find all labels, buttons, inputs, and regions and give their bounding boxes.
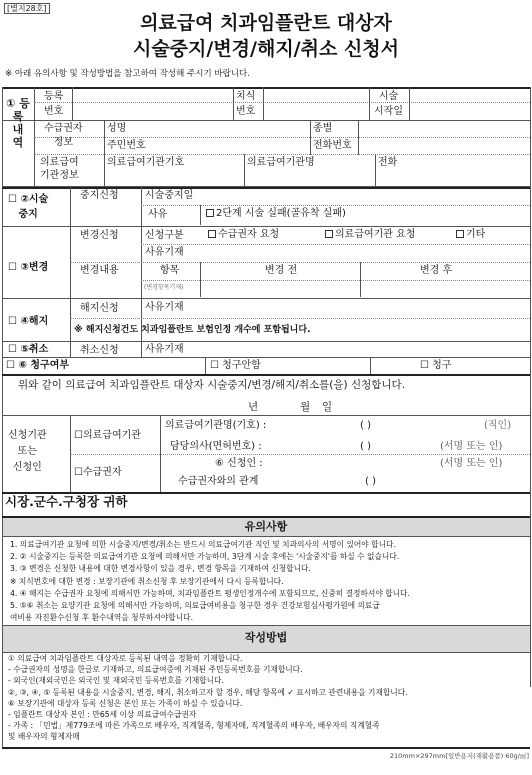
caution-item: 1. 의료급여기관 요청에 의한 시술중지/변경/취소는 반드시 의료급여기관 직인 및 치과의사의 서명이 있어야 합니다. — [10, 540, 396, 549]
example-note: (변경항목기재) — [144, 284, 184, 291]
opt1-text: 수급권자 요청 — [218, 229, 280, 240]
checkbox-icon — [456, 230, 464, 238]
stop-request-label: 중지신청 — [80, 190, 119, 201]
checkbox-icon — [208, 230, 216, 238]
reg-no-label: 등록 번호 — [44, 91, 64, 117]
reg-no-field[interactable] — [74, 88, 232, 119]
change-reason-label: 사유기재 — [145, 247, 184, 258]
checkbox-icon — [325, 230, 333, 238]
applicant-label: 신청기관 또는 신청인 — [8, 430, 47, 473]
caution-item: 2. ② 시술중지는 등록한 의료급여기관 요청에 의해서만 가능하며, 3단계 시술 후에는 '시술중지'를 하실 수 없습니다. — [10, 552, 400, 562]
method-item: - 가족 : 「민법」제779조에 따른 가족으로 배우자, 직계혈족, 형제자매, 직계혈족의 배우자, 배우자의 직계혈족 — [8, 721, 380, 731]
date-month: 월 — [300, 401, 311, 413]
section2-label[interactable]: ☐ ②시술 중지 — [8, 194, 49, 220]
rrn-label: 주민번호 — [107, 140, 146, 151]
method-list — [8, 653, 408, 743]
caution-item: 여비용 자진환수신청 후 환수내역을 청부하셔야합니다. — [10, 613, 194, 623]
recipient-line: 시장.군수.구청장 귀하 — [5, 494, 128, 509]
doctor-paren[interactable]: ( ) — [360, 441, 371, 452]
doctor-label: 담당의사(면허번호) : — [170, 441, 262, 452]
request-type-label: 신청구분 — [145, 230, 184, 241]
form-number: [별지28호] — [4, 3, 50, 14]
inst-name-label: 의료급여기관명 — [247, 157, 315, 168]
name-label: 성명 — [107, 123, 127, 134]
cautions-title: 유의사항 — [244, 520, 288, 533]
date-year: 년 — [248, 401, 259, 413]
cancel-note: ※ 해지신청건도 치과임플란트 보험인정 개수에 포함됩니다. — [74, 325, 311, 335]
section3-label[interactable]: ☐ ③변경 — [8, 262, 49, 273]
caution-item: ※ 치식번호에 대한 변경 : 보장기관에 취소신청 후 보장기관에서 다시 등록합니다. — [10, 576, 284, 586]
after-label: 변경 후 — [420, 265, 453, 276]
method-item: - 임플란트 대상자 본인 : 만65세 이상 의료급여수급권자 — [8, 710, 197, 720]
statement-text: 위와 같이 의료급여 치과임플란트 대상자 시술중지/변경/해지/취소를(을) 신청합니다. — [18, 379, 406, 391]
stop-reason-option[interactable] — [206, 208, 346, 220]
caution-item: 3. ③ 변경은 신청한 내용에 대한 변경사항이 있을 경우, 변경 항목을 기재하여 신청합니다. — [10, 564, 311, 574]
inst-phone-label: 전화 — [378, 157, 398, 168]
inst-paren[interactable]: ( ) — [360, 420, 371, 431]
method-item: - 외국인(재외국민은 외국인 및 재외국민 등록번호를 기재합니다. — [8, 676, 224, 686]
change-request-label: 변경신청 — [80, 230, 119, 241]
checkbox-icon — [206, 209, 214, 217]
instruction-text: ※ 아래 유의사항 및 작성방법을 참고하여 작성해 주시기 바랍니다. — [5, 69, 250, 79]
recipient-info-label: 수급권자 정보 — [44, 123, 83, 148]
reason-option-text: 2단계 시술 실패(골유착 실패) — [216, 208, 346, 219]
method-item: ⑥ 보장기관에 대상자 등록 신청은 본인 또는 가족이 하실 수 있습니다. — [8, 698, 243, 708]
opt2-text: 의료급여기관 요청 — [335, 229, 416, 240]
withdraw-request-label: 취소신청 — [80, 345, 119, 356]
relation-label: 수급권자와의 관계 — [178, 476, 259, 487]
section6-label[interactable]: ☐ ⑥ 청구여부 — [6, 360, 70, 371]
change-content-label: 변경내용 — [80, 265, 119, 276]
seal-label: (직인) — [484, 420, 512, 431]
stop-date-label: 시술중지일 — [145, 190, 194, 201]
method-item: 및 배우자의 형제자매 — [8, 732, 80, 742]
opt3-text: 기타 — [466, 229, 486, 240]
relation-paren[interactable]: ( ) — [365, 476, 376, 487]
method-item: ① 의료급여 치과임플란트 대상자로 등록된 내역을 정확히 기재합니다. — [8, 654, 243, 663]
claimed-option[interactable]: ☐ 청구 — [420, 360, 452, 371]
section5-label[interactable]: ☐ ⑤취소 — [8, 344, 49, 355]
cancel-request-label: 해지신청 — [80, 303, 119, 314]
cheeksik-label: 치식 번호 — [236, 91, 256, 117]
withdraw-reason-label: 사유기재 — [145, 344, 184, 355]
cancel-reason-label: 사유기재 — [145, 302, 184, 313]
footer-text: 210mm×297mm[일반용지(재활용품) 60g/㎡] — [389, 752, 529, 760]
before-label: 변경 전 — [265, 265, 298, 276]
sign2-label: (서명 또는 인) — [440, 458, 503, 469]
inst-code-label: 의료급여기관기호 — [107, 157, 185, 168]
method-item: - 수급권자의 성명을 한글로 기재하고, 의료급여증에 기재된 주민등록번호를 기재합니다. — [8, 665, 303, 675]
inst-info-label: 의료급여 기관정보 — [40, 157, 79, 181]
phone-label: 전화번호 — [313, 140, 352, 151]
item-label: 항목 — [160, 265, 180, 276]
gender-label: 종별 — [313, 123, 333, 134]
cheeksik-field[interactable] — [265, 88, 367, 119]
date-day: 일 — [322, 401, 333, 413]
inst-option[interactable]: ☐의료급여기관 — [74, 430, 141, 441]
section1-label: ① 등 록 내 역 — [6, 97, 30, 149]
title-line1: 의료급여 치과임플란트 대상자 — [140, 12, 392, 34]
method-item: ②, ③, ④, ⑤ 등록된 내용을 시술중지, 변경, 해지, 취소하고자 할 경우, 해당 항목에 ✓ 표시하고 관련내용을 기재합니다. — [8, 687, 408, 697]
method-title: 작성방법 — [244, 631, 288, 644]
opt-institution[interactable] — [325, 229, 415, 241]
sign1-label: (서명 또는 인) — [440, 441, 503, 452]
start-date-label: 시술 시작일 — [374, 91, 403, 117]
inst-name-field-label: 의료급여기관명(기호) : — [165, 420, 267, 431]
opt-recipient[interactable] — [208, 229, 279, 241]
stop-reason-label: 사유 — [148, 209, 168, 220]
opt-other[interactable] — [456, 229, 485, 241]
title-line2: 시술중지/변경/해지/취소 신청서 — [132, 38, 400, 60]
caution-item: 4. ④ 해지는 수급권자 요청에 의해서만 가능하며, 치과임플란트 평생인정개수에 포함되므로, 신중히 결정하셔야 합니다. — [10, 588, 410, 598]
applicant-field-label: ⑥ 신청인 : — [215, 458, 263, 469]
caution-item: 5. ⑤⑥ 취소는 요양기관 요청에 의해서만 가능하며, 의료급여비용을 청구한 경우 건강보험심사평가원에 의료급 — [10, 601, 380, 611]
cautions-list — [10, 539, 410, 624]
person-option[interactable]: ☐수급권자 — [74, 467, 122, 478]
not-claimed-option[interactable]: ☐ 청구안함 — [210, 360, 261, 371]
start-date-field[interactable] — [411, 88, 528, 119]
section4-label[interactable]: ☐ ④해지 — [8, 316, 49, 327]
